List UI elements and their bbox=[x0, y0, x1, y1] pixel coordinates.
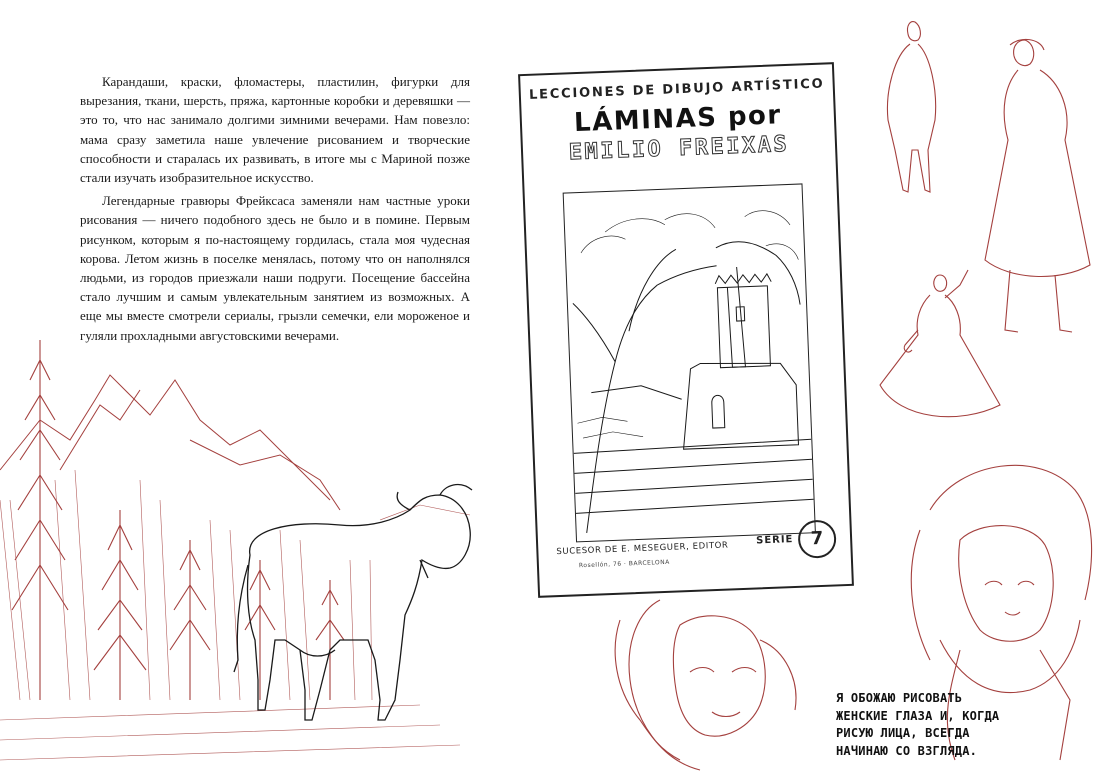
landscape-illustration bbox=[0, 340, 470, 760]
cover-series-title: LECCIONES DE DIBUJO ARTÍSTICO bbox=[528, 76, 825, 103]
handwritten-caption: Я ОБОЖАЮ РИСОВАТЬ ЖЕНСКИЕ ГЛАЗА И, КОГДА РИСУЮ ЛИЦА, ВСЕГДА НАЧИНАЮ СО ВЗГЛЯДА. bbox=[836, 691, 1000, 758]
cover-address: Rosellón, 76 · BARCELONA bbox=[578, 558, 670, 570]
engraving-illustration bbox=[564, 184, 815, 541]
fashion-sketches bbox=[880, 22, 1090, 417]
cover-publisher: SUCESOR DE E. MESEGUER, EDITOR bbox=[556, 540, 729, 558]
paragraph-2: Легендарные гравюры Фрейксаса заменяли нам частные уроки рисования — ничего подобного здесь не было и в помине. Первым рисунком, которым я по-настоящему гордилась, стала моя чудесная корова. Летом жизнь в поселке менялась, потому что он наполнялся людьми, из городов приезжали наши подруги. Посещение бассейна стало лучшим и самым увлекательным занятием из возможных. А еще мы вместе смотрели сериалы, грызли семечки, ели мороженое и гуляли прохладными августовскими вечерами. bbox=[80, 193, 470, 343]
book-cover bbox=[518, 62, 854, 598]
cover-author: EMILIO FREIXAS bbox=[568, 131, 790, 166]
paragraph-1: Карандаши, краски, фломастеры, пластилин, фигурки для вырезания, ткани, шерсть, пряжа, картонные коробки и деревяшки — это то, что нас занимало долгими зимними вечерами. Нам повезло: мама сразу заметила наше увлечение рисованием и творческие способности и старалась их развивать, в итоге мы с Мариной позже стали изучать изобразительное искусство. bbox=[80, 74, 470, 186]
cover-serie-label: SERIE bbox=[755, 534, 794, 547]
cover-serie-number: 7 bbox=[797, 519, 836, 558]
cow-illustration bbox=[234, 485, 472, 720]
cover-laminas-title: LÁMINAS por bbox=[573, 100, 783, 139]
cover-engraving bbox=[563, 183, 816, 542]
